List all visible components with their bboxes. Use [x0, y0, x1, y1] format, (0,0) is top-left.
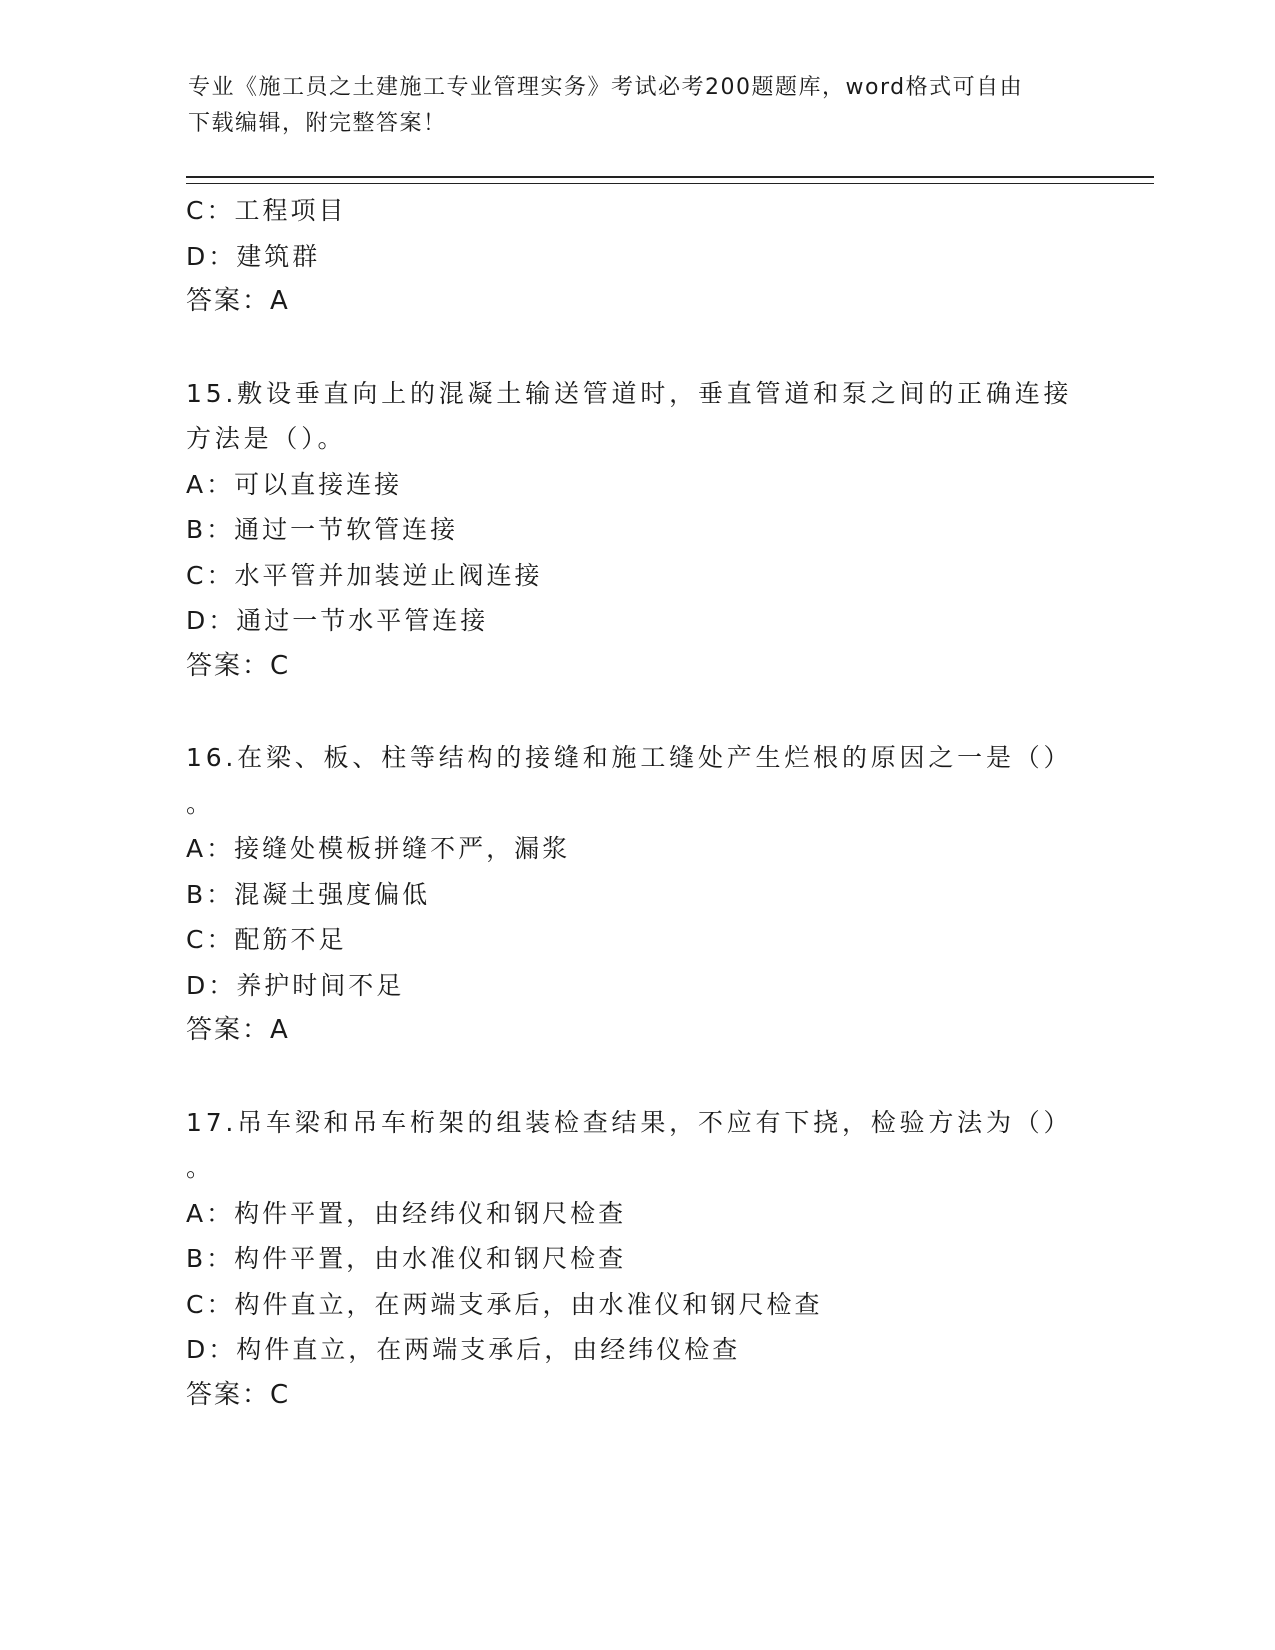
- question-stem-line-1: 15.敷设垂直向上的混凝土输送管道时，垂直管道和泵之间的正确连接: [186, 378, 1073, 408]
- option-b: B：构件平置，由水准仪和钢尺检查: [186, 1244, 627, 1273]
- answer-line: 答案：C: [186, 650, 291, 681]
- question-stem-line-1: 17.吊车梁和吊车桁架的组装检查结果，不应有下挠，检验方法为（）: [186, 1107, 1073, 1137]
- question-stem-line-2: 。: [186, 788, 212, 818]
- question-15: [186, 371, 1086, 690]
- document-header: [188, 70, 1088, 142]
- option-b: B：通过一节软管连接: [186, 515, 459, 544]
- option-c: C：工程项目: [186, 196, 347, 225]
- question-stem-line-1: 16.在梁、板、柱等结构的接缝和施工缝处产生烂根的原因之一是（）: [186, 743, 1073, 772]
- option-d: D：构件直立，在两端支承后，由经纬仪检查: [186, 1335, 741, 1364]
- question-stem-line-2: 方法是（）。: [186, 424, 347, 453]
- header-divider: [186, 176, 1154, 184]
- document-body: [186, 188, 1086, 1418]
- option-c: C：水平管并加装逆止阀连接: [186, 560, 543, 590]
- question-16: [186, 735, 1086, 1054]
- header-title-line-1: 专业《施工员之土建施工专业管理实务》考试必考200题题库，word格式可自由: [188, 75, 1024, 100]
- answer-line: 答案：A: [186, 1015, 290, 1045]
- option-c: C：构件直立，在两端支承后，由水准仪和钢尺检查: [186, 1289, 823, 1319]
- question-17: [186, 1100, 1086, 1419]
- option-a: A：构件平置，由经纬仪和钢尺检查: [186, 1198, 627, 1228]
- answer-line: 答案：A: [186, 286, 290, 316]
- question-stem-line-2: 。: [186, 1153, 212, 1182]
- option-d: D：养护时间不足: [186, 970, 405, 1000]
- option-d: D：通过一节水平管连接: [186, 606, 489, 635]
- answer-line: 答案：C: [186, 1379, 291, 1410]
- carryover-question: [186, 188, 1086, 325]
- option-d: D：建筑群: [186, 241, 321, 271]
- option-c: C：配筋不足: [186, 925, 347, 954]
- option-a: A：可以直接连接: [186, 469, 403, 499]
- option-a: A：接缝处模板拼缝不严，漏浆: [186, 834, 571, 863]
- header-title-line-2: 下载编辑，附完整答案！: [188, 111, 447, 136]
- option-b: B：混凝土强度偏低: [186, 879, 431, 909]
